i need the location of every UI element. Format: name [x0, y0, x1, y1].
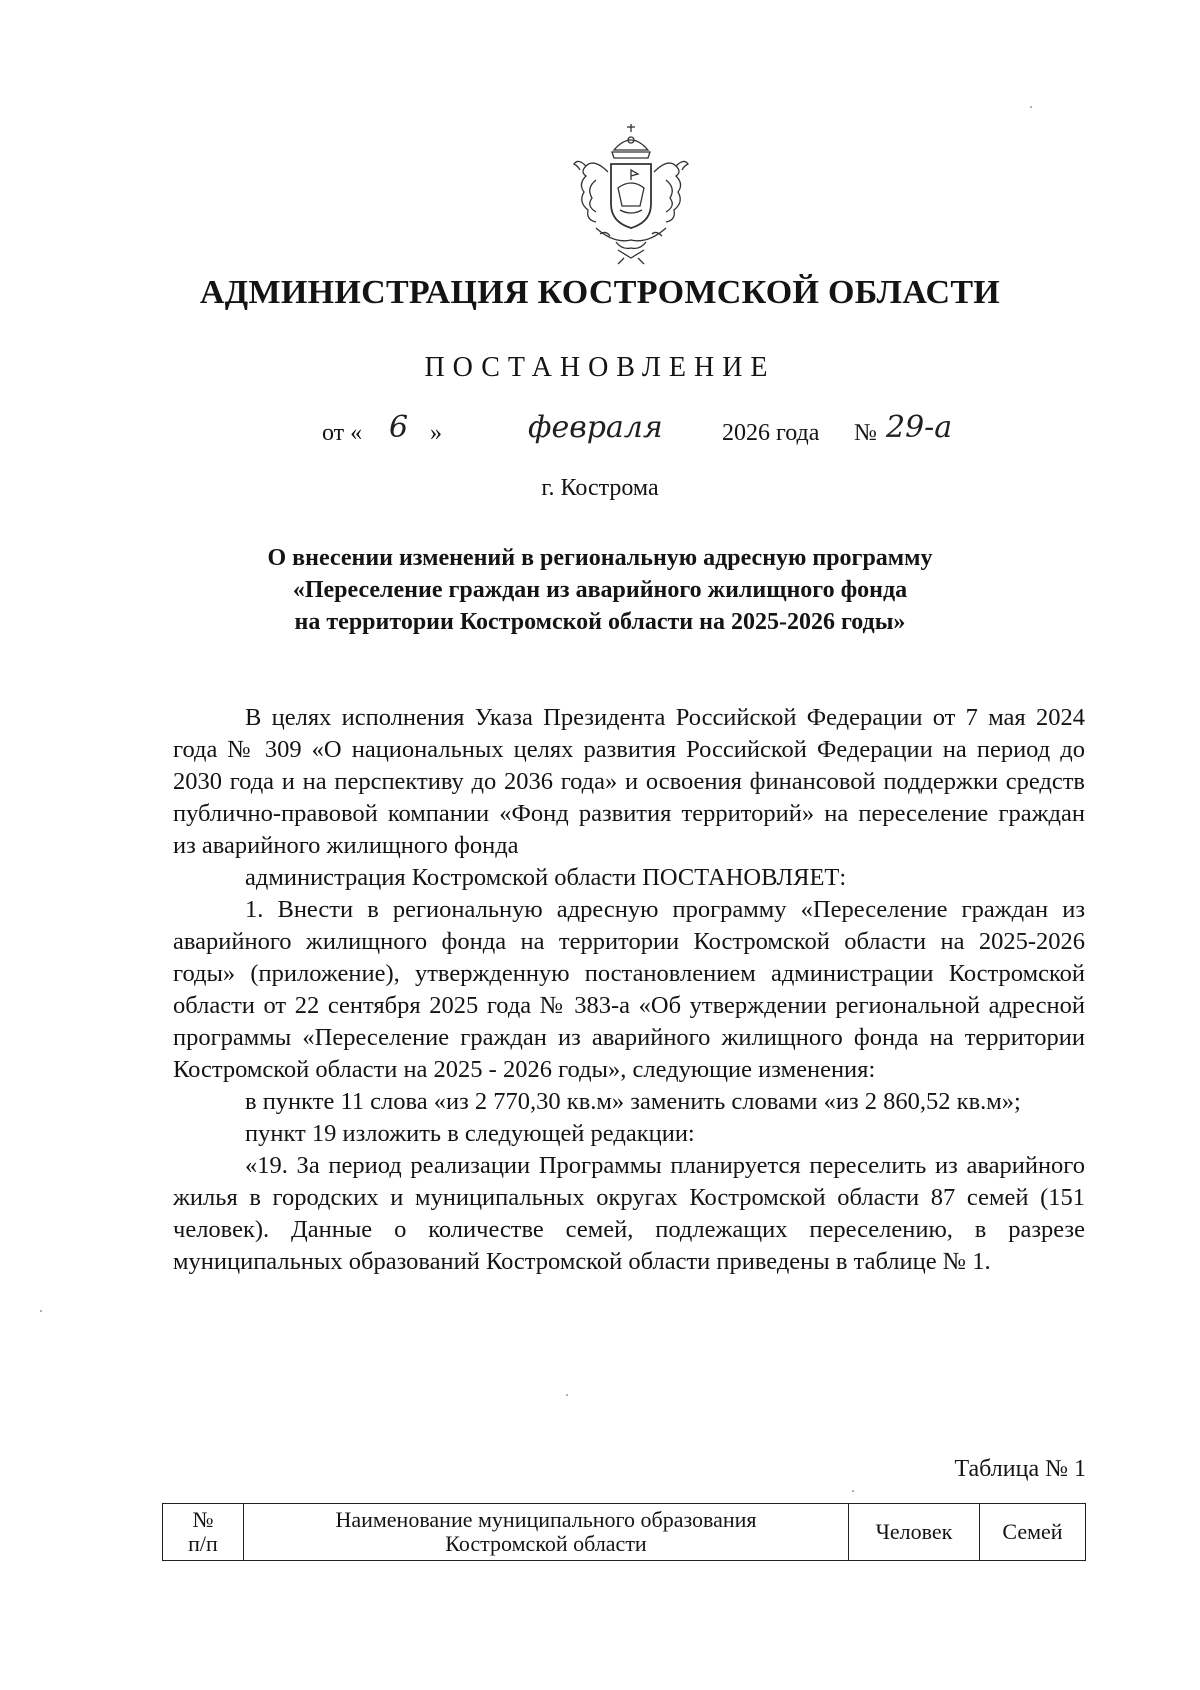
paragraph-point-19: «19. За период реализации Программы планируется переселить из аварийного жилья в городских и муниципальных округах Костромской области 87 семей (151 человек). Данные о количестве семей, подлежащих переселению, в разрезе муниципальных образований Костромской области приведены в таблице № 1.: [173, 1152, 1085, 1275]
organization-title: АДМИНИСТРАЦИЯ КОСТРОМСКОЙ ОБЛАСТИ: [199, 274, 1001, 311]
date-day-close: »: [430, 420, 442, 446]
header-people: Человек: [849, 1504, 980, 1561]
paragraph-point-19-intro: пункт 19 изложить в следующей редакции:: [245, 1120, 695, 1147]
handwritten-number: 29-а: [886, 410, 953, 445]
coat-of-arms-emblem: [556, 118, 706, 268]
table-header-row: [163, 1504, 1086, 1561]
table-label: Таблица № 1: [954, 1456, 1086, 1482]
document-type: ПОСТАНОВЛЕНИЕ: [424, 352, 776, 383]
header-families: Семей: [980, 1504, 1086, 1561]
paragraph-resolves: администрация Костромской области ПОСТАНОВЛЯЕТ:: [245, 864, 847, 891]
title-line: О внесении изменений в региональную адресную программу: [267, 545, 933, 571]
city: г. Кострома: [541, 475, 659, 501]
title-line: на территории Костромской области на 2025-2026 годы»: [294, 609, 906, 635]
date-line: [0, 410, 1200, 460]
handwritten-day: 6: [389, 410, 409, 445]
title-line: «Переселение граждан из аварийного жилищного фонда: [292, 577, 908, 603]
paragraph-preamble: В целях исполнения Указа Президента Российской Федерации от 7 мая 2024 года № 309 «О национальных целях развития Российской Федерации на период до 2030 года и на перспективу до 2036 года» и освоения финансовой поддержки средств публично-правовой компании «Фонд развития территорий» на переселение граждан из аварийного жилищного фонда: [173, 704, 1085, 859]
families-table: [162, 1503, 1086, 1561]
handwritten-month: февраля: [528, 410, 663, 445]
scan-speck: [40, 1310, 42, 1312]
document-title: [160, 542, 1040, 638]
header-municipality: Наименование муниципального образования Костромской области: [244, 1504, 849, 1561]
number-sign: №: [854, 420, 877, 446]
scan-speck: [852, 1490, 854, 1492]
date-prefix: от «: [322, 420, 363, 446]
scan-speck: [1030, 106, 1032, 108]
paragraph-item-1: 1. Внести в региональную адресную программу «Переселение граждан из аварийного жилищного фонда на территории Костромской области на 2025-2026 годы» (приложение), утвержденную постановлением администрации Костромской области от 22 сентября 2025 года № 383-а «Об утверждении региональной адресной программы «Переселение граждан из аварийного жилищного фонда на территории Костромской области на 2025 - 2026 годы», следующие изменения:: [173, 896, 1085, 1083]
body-text: [173, 702, 1085, 1278]
header-number: № п/п: [163, 1504, 244, 1561]
date-year: 2026 года: [722, 420, 820, 446]
scan-speck: [566, 1394, 568, 1396]
paragraph-point-11: в пункте 11 слова «из 2 770,30 кв.м» заменить словами «из 2 860,52 кв.м»;: [245, 1088, 1021, 1115]
